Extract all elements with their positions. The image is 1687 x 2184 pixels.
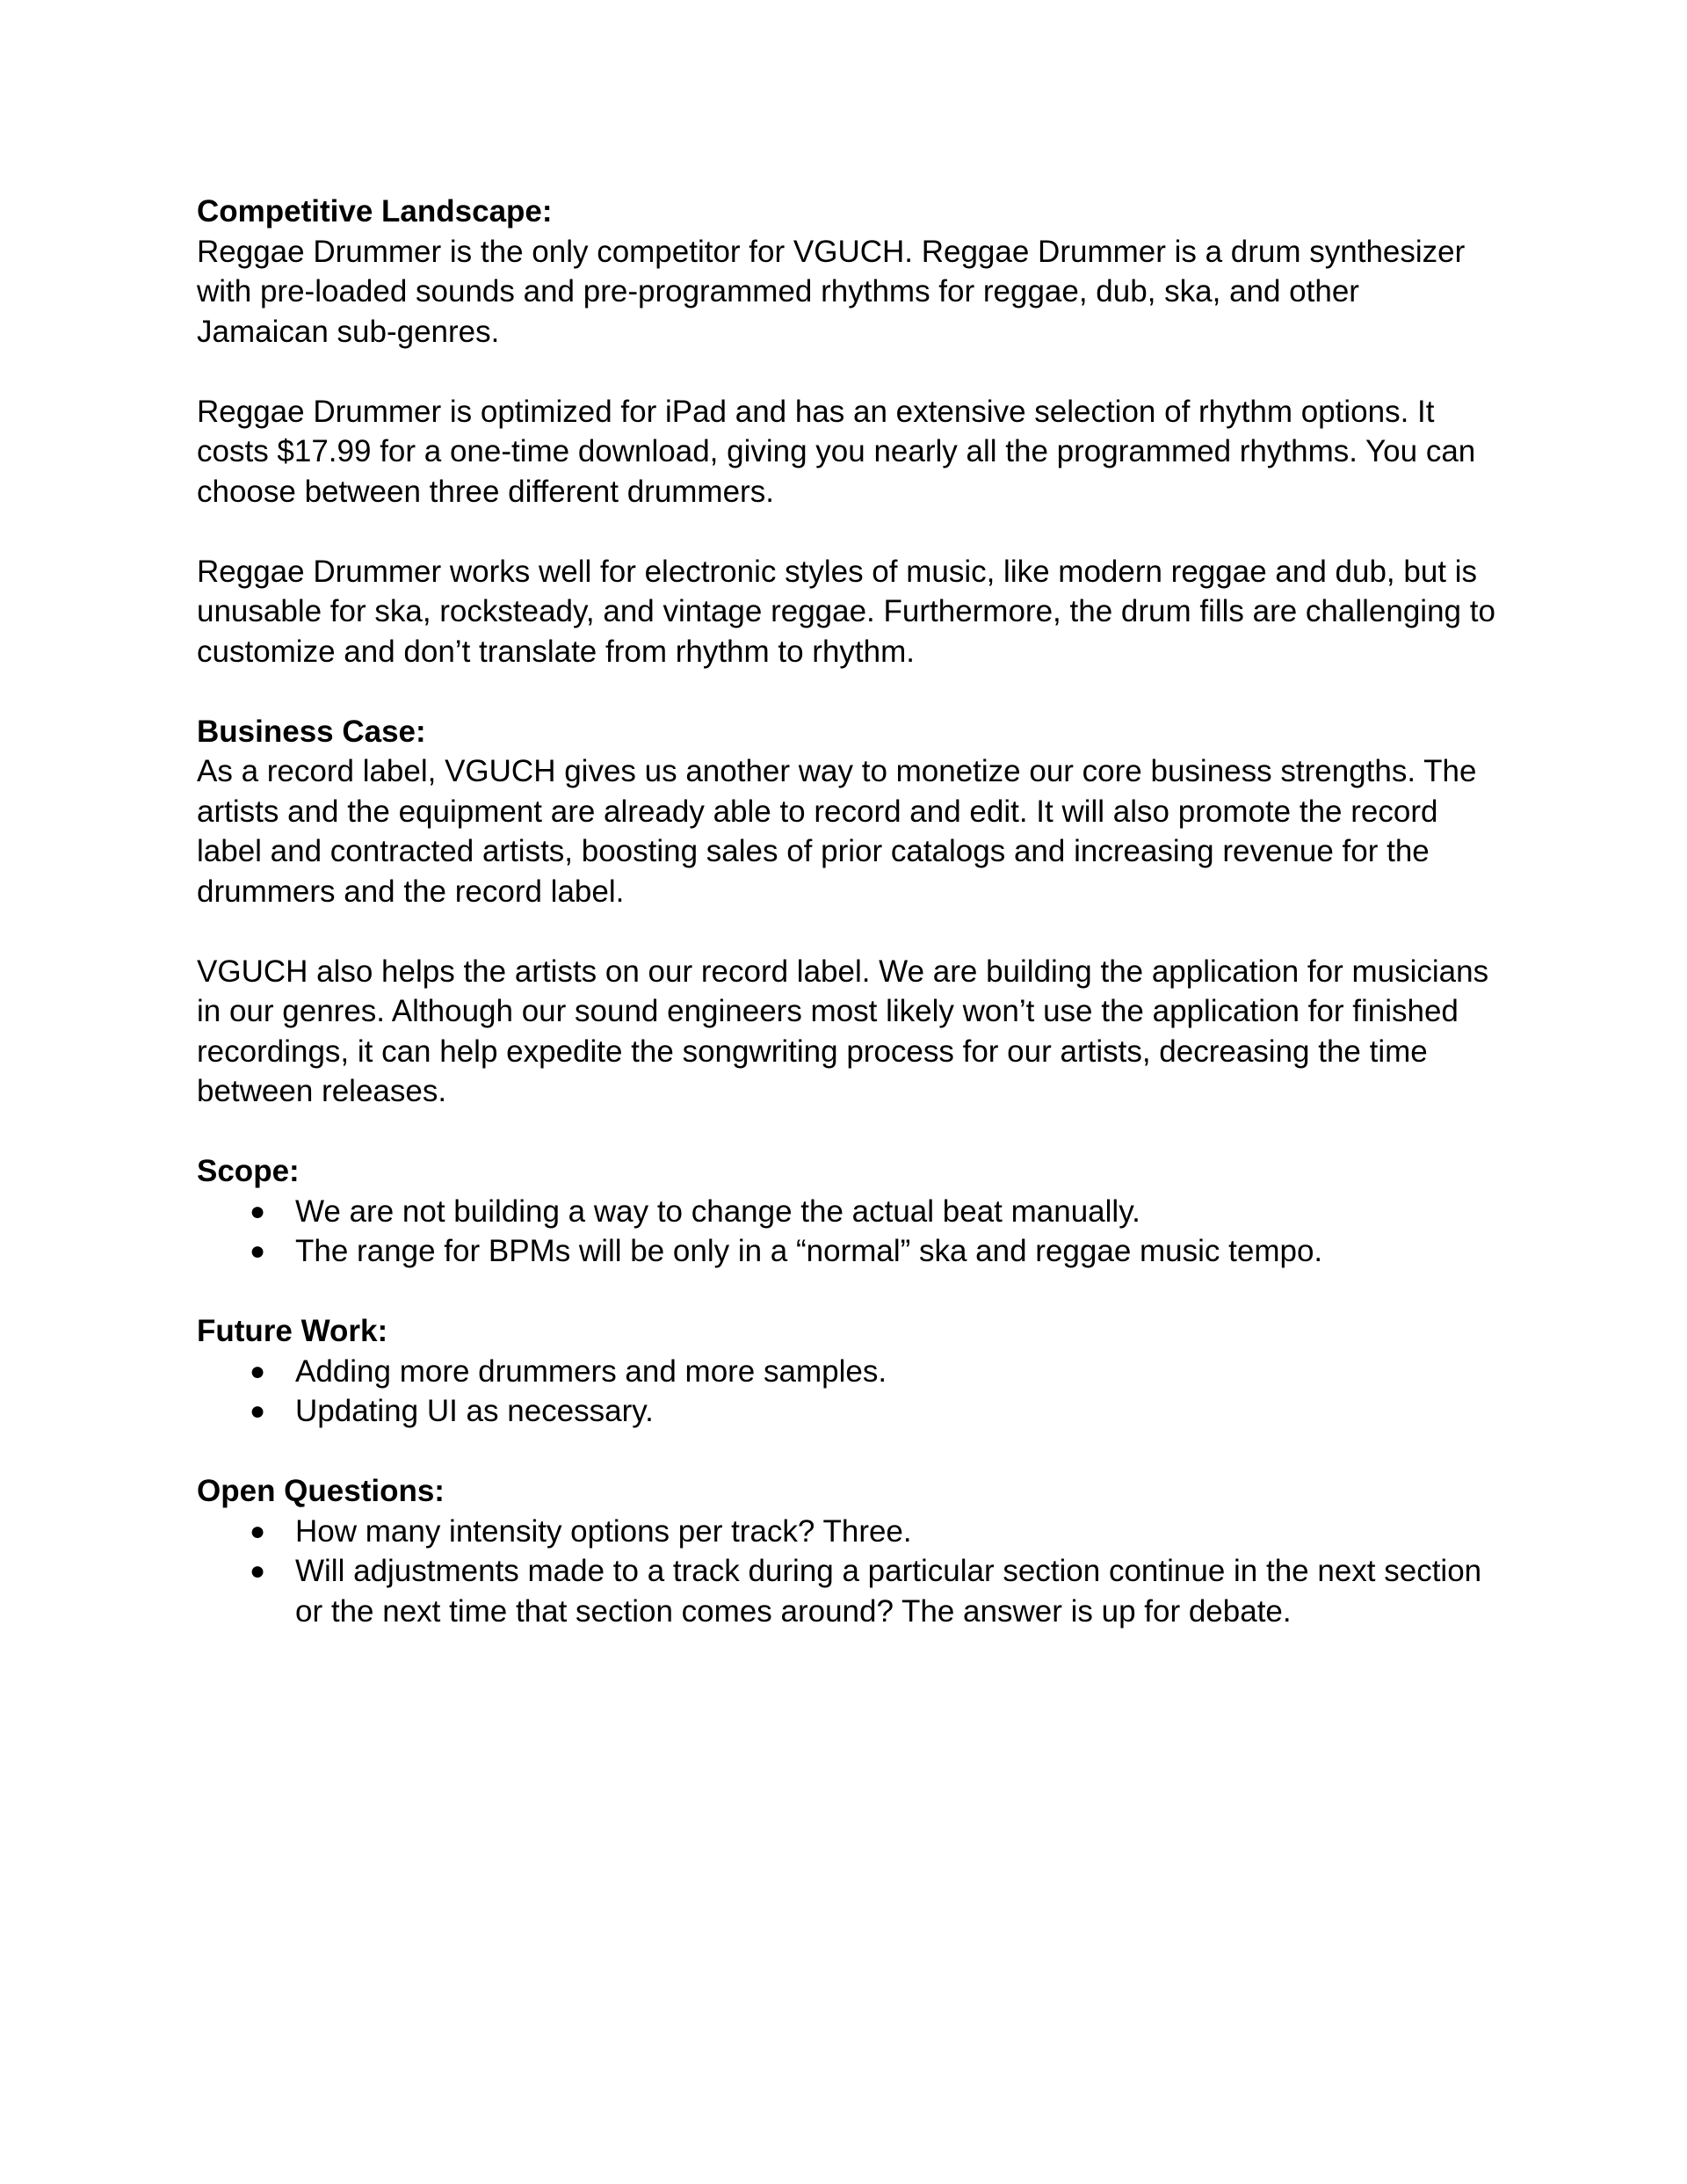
bullet-icon: ● (250, 1196, 266, 1226)
spacer (197, 911, 1497, 952)
open-questions-heading: Open Questions: (197, 1474, 445, 1508)
spacer (197, 512, 1497, 552)
list-item (197, 1192, 1497, 1232)
list-item-text: We are not building a way to change the actual beat manually. (295, 1194, 1140, 1229)
business-paragraph-2: VGUCH also helps the artists on our record label. We are building the application for musicians in our genres. Although our sound engineers most likely won’t use the application for finished recordings, it can help expedite the songwriting process for our artists, decreasing the time between releases. (197, 954, 1489, 1108)
spacer (197, 671, 1497, 712)
spacer (197, 1272, 1497, 1312)
spacer (197, 1432, 1497, 1472)
list-item (197, 1352, 1497, 1392)
business-case-heading: Business Case: (197, 714, 426, 749)
list-item-text: Will adjustments made to a track during a particular section continue in the next section or the next time that section comes around? The answer is up for debate. (295, 1554, 1482, 1629)
spacer (197, 1112, 1497, 1152)
list-item (197, 1391, 1497, 1432)
list-item-text: How many intensity options per track? Three. (295, 1513, 912, 1549)
list-item-text: The range for BPMs will be only in a “normal” ska and reggae music tempo. (295, 1234, 1323, 1268)
list-item (197, 1512, 1497, 1552)
business-paragraph-1: As a record label, VGUCH gives us another way to monetize our core business strengths. The artists and the equipment are already able to record and edit. It will also promote the record label and contracted artists, boosting sales of prior catalogs and increasing revenue for the drummers and the record label. (197, 754, 1477, 909)
scope-list (197, 1192, 1497, 1272)
list-item (197, 1231, 1497, 1272)
scope-heading: Scope: (197, 1154, 300, 1188)
document-page (197, 192, 1497, 1631)
competitive-paragraph-3: Reggae Drummer works well for electronic styles of music, like modern reggae and dub, but is unusable for ska, rocksteady, and vintage reggae. Furthermore, the drum fills are challenging to customize and don’t translate from rhythm to rhythm. (197, 554, 1495, 669)
bullet-icon: ● (250, 1556, 266, 1585)
future-work-list (197, 1352, 1497, 1432)
open-questions-list (197, 1512, 1497, 1632)
bullet-icon: ● (250, 1397, 266, 1426)
list-item-text: Updating UI as necessary. (295, 1394, 654, 1428)
future-work-heading: Future Work: (197, 1314, 388, 1348)
competitive-paragraph-2: Reggae Drummer is optimized for iPad and has an extensive selection of rhythm options. It costs $17.99 for a one-time download, giving you nearly all the programmed rhythms. You can choose between three different drummers. (197, 394, 1476, 509)
competitive-landscape-heading: Competitive Landscape: (197, 194, 553, 229)
list-item-text: Adding more drummers and more samples. (295, 1353, 887, 1389)
competitive-paragraph-1: Reggae Drummer is the only competitor for VGUCH. Reggae Drummer is a drum synthesizer with pre-loaded sounds and pre-programmed rhythms for reggae, dub, ska, and other Jamaican sub-genres. (197, 234, 1466, 349)
list-item (197, 1551, 1497, 1631)
bullet-icon: ● (250, 1237, 266, 1266)
spacer (197, 352, 1497, 392)
bullet-icon: ● (250, 1356, 266, 1386)
bullet-icon: ● (250, 1516, 266, 1546)
